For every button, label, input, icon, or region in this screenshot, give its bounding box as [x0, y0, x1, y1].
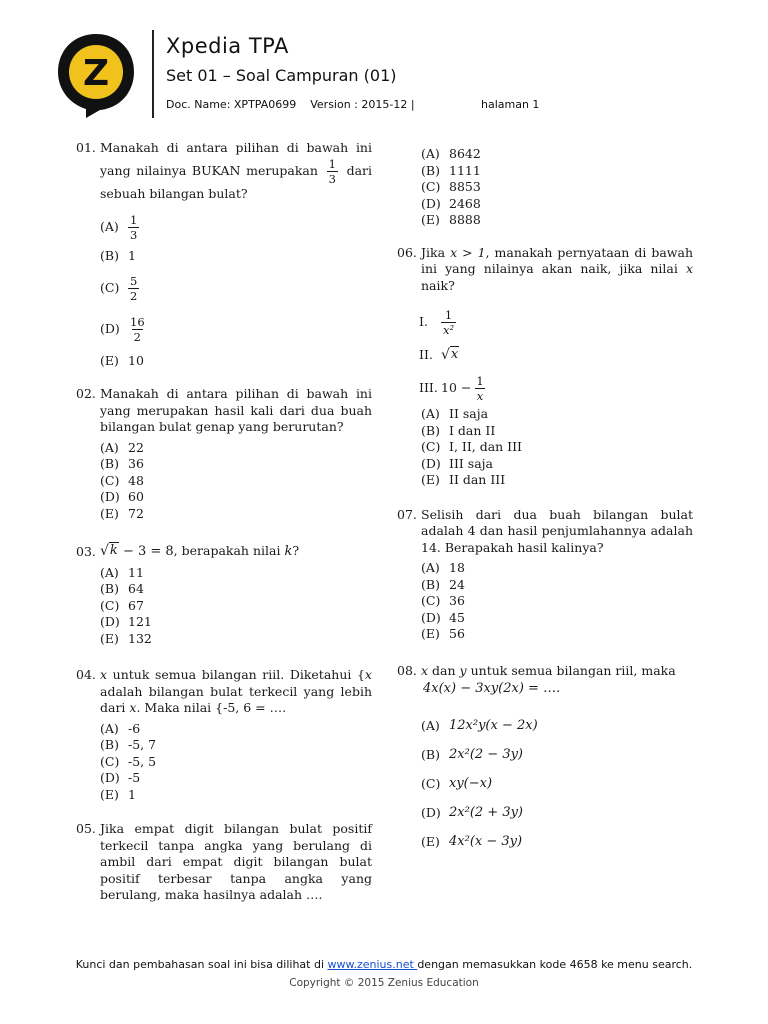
question-text-part: , manakah pernyataan di bawah ini yang nilainya akan naik, jika nilai — [421, 244, 693, 276]
statement-label: I. — [419, 313, 428, 329]
variable: k — [284, 544, 293, 559]
question-number: 06. — [397, 244, 417, 260]
right-column — [397, 146, 693, 857]
option-value: I, II, dan III — [449, 439, 522, 454]
footer-text: Kunci dan pembahasan soal ini bisa dilihat di — [75, 958, 328, 971]
option-d[interactable] — [421, 610, 693, 627]
option-label: (B) — [100, 737, 119, 752]
question-text-part: Manakah di antara pilihan di bawah ini yang nilainya BUKAN merupakan — [100, 140, 372, 178]
options — [100, 721, 372, 804]
question-text — [100, 542, 372, 561]
option-b[interactable] — [421, 741, 693, 770]
option-value: 24 — [449, 576, 465, 592]
statement-i — [419, 304, 693, 340]
question-text: Jika empat digit bilangan bulat positif terkecil tanpa angka yang berulang di ambil dari empat digit bilangan bulat positif terbesar tanpa angka yang berulang, maka hasilnya adalah …. — [100, 821, 372, 902]
option-d[interactable] — [100, 489, 372, 506]
option-label: (B) — [421, 746, 440, 762]
doc-version: Version : 2015-12 | — [310, 98, 415, 111]
option-value: III saja — [449, 455, 493, 471]
question-04 — [76, 667, 372, 803]
options — [421, 406, 693, 489]
option-value: 67 — [128, 597, 144, 613]
option-label: (E) — [421, 833, 440, 849]
question-text — [100, 140, 372, 202]
fraction — [474, 374, 485, 403]
option-label: (B) — [421, 576, 440, 592]
option-label: (D) — [421, 195, 441, 211]
question-text-part: , berapakah nilai — [173, 543, 281, 558]
option-c[interactable] — [100, 268, 372, 308]
option-b[interactable] — [100, 456, 372, 473]
question-text-part: . Maka nilai {-5, 6 = …. — [136, 700, 287, 715]
doc-name: Doc. Name: XPTPA0699 — [166, 98, 297, 111]
option-label: (E) — [421, 212, 440, 227]
option-value: 56 — [449, 626, 465, 641]
option-d[interactable] — [421, 456, 693, 473]
sqrt-expression: √ x — [441, 347, 459, 364]
option-label: (E) — [100, 505, 119, 521]
fraction-denominator: 3 — [130, 227, 138, 242]
option-c[interactable] — [421, 439, 693, 456]
option-label: (E) — [100, 786, 119, 802]
option-label: (D) — [421, 609, 441, 625]
fraction — [128, 274, 139, 303]
option-label: (B) — [421, 162, 440, 178]
option-value: xy(−x) — [449, 775, 493, 791]
option-label: (A) — [100, 439, 119, 455]
option-a[interactable] — [100, 210, 372, 244]
option-value: 60 — [128, 489, 144, 504]
option-label: (A) — [100, 720, 119, 736]
options — [100, 440, 372, 523]
option-c[interactable] — [100, 598, 372, 615]
question-number: 03. — [76, 544, 96, 559]
doc-subtitle: Set 01 – Soal Campuran (01) — [166, 66, 397, 85]
option-label: (D) — [100, 770, 120, 785]
option-label: (A) — [100, 218, 119, 234]
variable: x — [364, 667, 372, 682]
question-text — [421, 245, 693, 295]
option-label: (C) — [421, 775, 441, 791]
option-b[interactable] — [100, 581, 372, 598]
option-value: 2x²(2 − 3y) — [449, 746, 524, 762]
expression: 4x(x) − 3xy(2x) = …. — [423, 681, 561, 696]
logo-letter: Z — [82, 53, 110, 94]
page-number: halaman 1 — [481, 98, 540, 111]
option-c[interactable] — [100, 473, 372, 490]
option-value: 8888 — [449, 212, 481, 227]
option-value: 4x²(x − 3y) — [449, 833, 523, 849]
option-value: 72 — [128, 505, 144, 521]
option-d[interactable] — [421, 799, 693, 828]
option-label: (A) — [421, 560, 440, 575]
fraction — [327, 157, 338, 186]
option-value: 8642 — [449, 146, 481, 161]
option-value: -5 — [128, 770, 141, 785]
option-b[interactable] — [421, 577, 693, 594]
option-value: 2x²(2 + 3y) — [449, 804, 524, 820]
option-a[interactable] — [421, 406, 693, 423]
variable: x — [421, 662, 429, 678]
fraction — [128, 315, 147, 344]
option-label: (B) — [100, 456, 119, 471]
option-a[interactable] — [421, 712, 693, 741]
option-label: (B) — [421, 422, 440, 438]
option-d[interactable] — [100, 614, 372, 631]
header-divider — [152, 30, 154, 118]
option-d[interactable] — [100, 308, 372, 350]
option-value: 12x²y(x − 2x) — [449, 717, 538, 733]
question-number: 04. — [76, 667, 96, 682]
fraction-numerator: 1 — [476, 373, 484, 388]
option-value: 10 — [128, 352, 144, 368]
option-label: (A) — [100, 564, 119, 580]
option-e[interactable] — [100, 787, 372, 804]
fraction-numerator: 1 — [444, 307, 453, 322]
option-label: (E) — [100, 630, 119, 646]
option-label: (C) — [421, 179, 441, 194]
variable: x — [129, 700, 137, 715]
question-06 — [397, 245, 693, 489]
equation-rest: − 3 = 8 — [118, 544, 174, 559]
statements — [419, 304, 693, 406]
option-value: 1 — [128, 247, 136, 263]
option-label: (D) — [100, 614, 120, 629]
option-d[interactable] — [421, 196, 693, 213]
option-label: (A) — [421, 146, 440, 161]
option-value: 48 — [128, 472, 144, 488]
option-a[interactable] — [421, 146, 693, 163]
option-value: 2468 — [449, 195, 481, 211]
question-01 — [76, 140, 372, 372]
fraction-denominator: 2 — [133, 329, 141, 344]
question-text-part: untuk semua bilangan riil, maka — [470, 662, 676, 678]
question-05-options — [421, 146, 693, 229]
option-c[interactable] — [421, 770, 693, 799]
option-label: (A) — [421, 717, 440, 733]
option-e[interactable] — [100, 350, 372, 372]
option-e[interactable] — [421, 212, 693, 229]
option-c[interactable] — [100, 754, 372, 771]
option-e[interactable] — [100, 506, 372, 523]
zenius-logo — [54, 30, 138, 120]
question-text-part: Jika — [421, 244, 446, 260]
option-value: 18 — [449, 560, 465, 575]
question-02 — [76, 386, 372, 522]
fraction-numerator: 16 — [130, 314, 145, 329]
question-text: Selisih dari dua buah bilangan bulat adalah 4 dan hasil penjumlahannya adalah 14. Berapakah hasil kalinya? — [421, 506, 693, 555]
question-text-part: dan — [432, 662, 456, 678]
radicand: k — [109, 543, 118, 558]
question-08 — [397, 663, 693, 857]
question-text-part: untuk semua bilangan riil. Diketahui { — [112, 667, 365, 682]
question-number: 05. — [76, 821, 96, 836]
fraction — [441, 308, 456, 337]
statement-iii — [419, 370, 693, 406]
footer-text: dengan memasukkan kode 4658 ke menu search. — [417, 958, 693, 971]
option-label: (E) — [421, 626, 440, 641]
option-label: (C) — [100, 597, 120, 613]
option-label: (B) — [100, 581, 119, 596]
variable: x — [685, 261, 693, 276]
option-value: I dan II — [449, 422, 496, 438]
fraction-denominator: x² — [443, 322, 455, 337]
question-number: 07. — [397, 506, 417, 522]
option-value: 121 — [128, 614, 152, 629]
fraction-denominator: 2 — [130, 288, 138, 303]
question-07 — [397, 507, 693, 643]
option-value: 45 — [449, 609, 465, 625]
question-number: 08. — [397, 662, 417, 678]
option-e[interactable] — [421, 472, 693, 489]
question-03 — [76, 542, 372, 647]
option-value: II dan III — [449, 472, 506, 487]
option-label: (C) — [421, 439, 441, 454]
option-label: (C) — [100, 472, 120, 488]
zenius-link[interactable]: www.zenius.net — [327, 958, 418, 971]
option-a[interactable] — [100, 440, 372, 457]
question-text — [100, 667, 372, 717]
option-label: (A) — [421, 406, 440, 421]
left-column — [76, 140, 372, 904]
option-value: -6 — [128, 720, 141, 736]
doc-title: Xpedia TPA — [166, 34, 289, 58]
question-text-part: adalah bilangan bulat terkecil yang lebih dari — [100, 683, 372, 715]
question-number: 01. — [76, 140, 96, 155]
option-value: 36 — [128, 456, 144, 471]
option-value: 132 — [128, 630, 152, 646]
option-value: 1 — [128, 786, 136, 802]
question-text-part: naik? — [421, 277, 455, 293]
question-text — [421, 663, 693, 698]
fraction-numerator: 1 — [328, 156, 336, 171]
statement-ii — [419, 340, 693, 370]
fraction-numerator: 1 — [130, 212, 138, 227]
fraction-denominator: x — [476, 388, 484, 403]
doc-meta — [166, 98, 429, 111]
options — [421, 560, 693, 643]
option-label: (E) — [421, 472, 440, 487]
radicand: x — [450, 347, 459, 363]
statement-label: III. — [419, 379, 438, 395]
options — [100, 565, 372, 648]
option-a[interactable] — [100, 721, 372, 738]
options — [421, 712, 693, 857]
fraction-denominator: 3 — [328, 171, 336, 186]
option-value: 8853 — [449, 179, 481, 194]
option-d[interactable] — [100, 770, 372, 787]
expression-prefix: 10 − — [441, 379, 472, 395]
question-text-part: dari sebuah bilangan bulat? — [100, 162, 372, 201]
option-label: (E) — [100, 352, 119, 368]
options — [100, 210, 372, 372]
option-a[interactable] — [100, 565, 372, 582]
option-label: (B) — [100, 247, 119, 263]
fraction-numerator: 5 — [130, 273, 138, 288]
option-c[interactable] — [421, 593, 693, 610]
option-value: 36 — [449, 593, 465, 608]
option-value: -5, 5 — [128, 753, 157, 769]
option-e[interactable] — [421, 626, 693, 643]
option-b[interactable] — [421, 423, 693, 440]
option-value: 64 — [128, 581, 144, 596]
option-label: (C) — [421, 593, 441, 608]
option-c[interactable] — [421, 179, 693, 196]
option-b[interactable] — [100, 737, 372, 754]
variable: x — [100, 667, 108, 682]
option-value: 22 — [128, 439, 144, 455]
question-text: Manakah di antara pilihan di bawah ini yang merupakan hasil kali dari dua buah bilangan bulat genap yang berurutan? — [100, 386, 372, 434]
copyright: Copyright © 2015 Zenius Education — [289, 977, 479, 989]
option-label: (D) — [100, 320, 120, 336]
condition: x > 1 — [450, 244, 486, 260]
option-e[interactable] — [100, 631, 372, 648]
option-b[interactable] — [421, 163, 693, 180]
statement-label: II. — [419, 346, 433, 362]
question-number: 02. — [76, 386, 96, 401]
option-a[interactable] — [421, 560, 693, 577]
sqrt-expression: √ k — [100, 543, 118, 559]
option-value: 1111 — [449, 162, 481, 178]
question-05 — [76, 821, 372, 904]
question-text-part: ? — [292, 543, 300, 558]
option-label: (D) — [100, 489, 120, 504]
option-value: II saja — [449, 406, 489, 421]
option-value: 11 — [128, 564, 144, 580]
option-label: (C) — [100, 279, 120, 295]
option-label: (C) — [100, 753, 120, 769]
option-label: (D) — [421, 455, 441, 471]
option-label: (D) — [421, 804, 441, 820]
option-e[interactable] — [421, 828, 693, 857]
fraction — [128, 213, 139, 242]
variable: y — [459, 662, 467, 678]
option-b[interactable] — [100, 244, 372, 268]
footer-note — [0, 958, 768, 971]
option-value: -5, 7 — [128, 737, 157, 752]
